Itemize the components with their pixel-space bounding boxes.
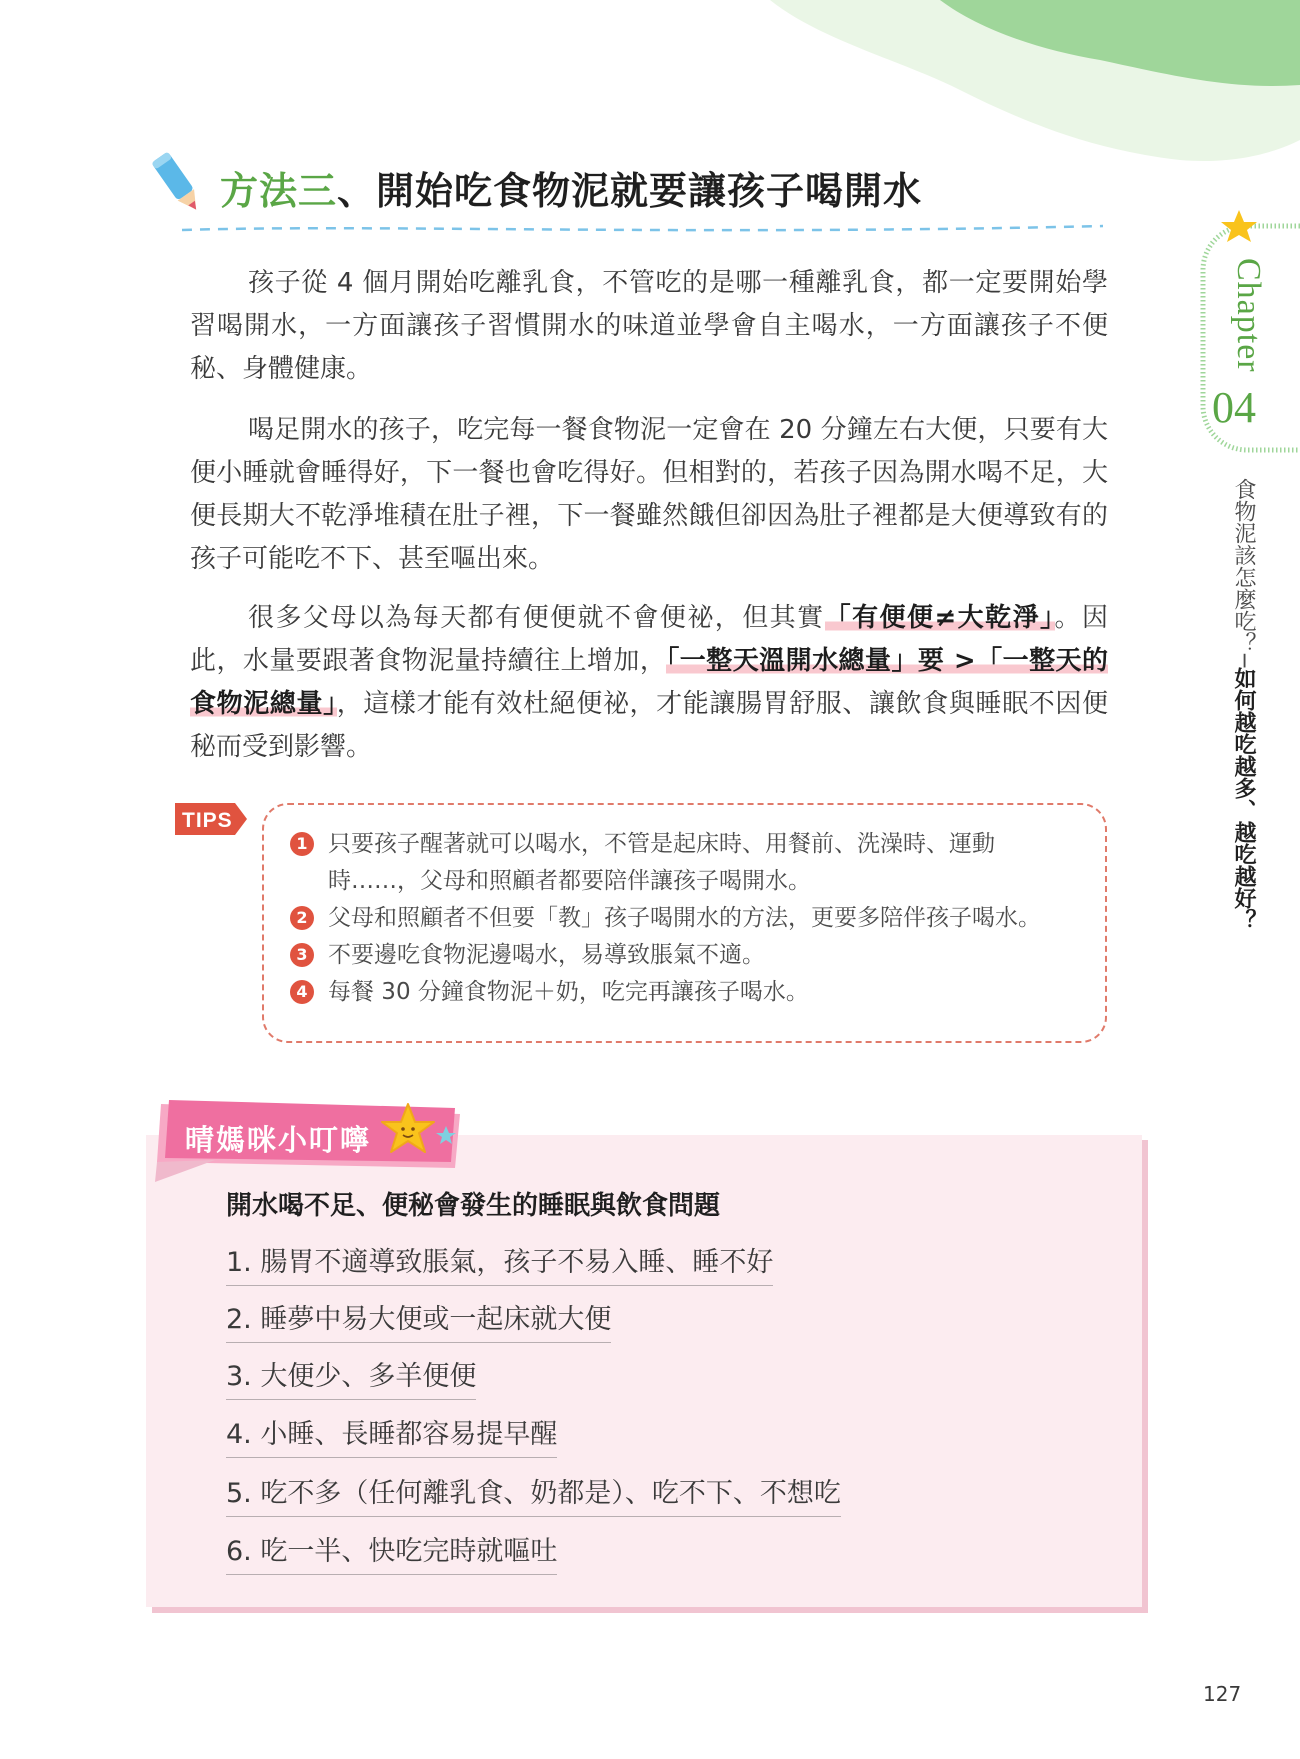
tip-text: 只要孩子醒著就可以喝水，不管是起床時、用餐前、洗澡時、運動 [328,831,995,857]
star-icon [380,1102,460,1166]
chapter-caption [1228,478,1258,931]
tip-text: 父母和照顧者不但要「教」孩子喝開水的方法，更要多陪伴孩子喝水。 [328,905,1041,931]
tip-text: 不要邊吃食物泥邊喝水，易導致脹氣不適。 [328,942,765,968]
reminder-list-item: 2. 睡夢中易大便或一起床就大便 [226,1297,611,1343]
paragraph-3-part-c: 。因此，水量要跟著食物泥量持續往上增加， [190,603,1108,676]
heading-dashed-underline [180,222,1105,234]
reminder-list-item: 6. 吃一半、快吃完時就嘔吐 [226,1529,557,1575]
reminder-list-item: 5. 吃不多（任何離乳食、奶都是）、吃不下、不想吃 [226,1471,841,1517]
chapter-caption-bold: 如何越吃越多、越吃越好？ [1231,667,1256,932]
tip-item [290,900,1041,937]
highlight-bowel: 「有便便≠大乾淨」 [824,603,1055,633]
reminder-title: 開水喝不足、便秘會發生的睡眠與飲食問題 [226,1191,721,1221]
reminder-list-item: 4. 小睡、長睡都容易提早醒 [226,1412,557,1458]
tip-item [290,937,765,974]
tip-number: 3 [290,943,314,967]
pencil-icon [148,148,206,220]
paragraph-3 [190,597,1108,769]
chapter-number: 04 [1212,383,1256,432]
tip-text-continued: 時……，父母和照顧者都要陪伴讓孩子喝開水。 [328,868,811,894]
chapter-label: Chapter [1230,258,1267,373]
tip-number: 2 [290,906,314,930]
reminder-box-shadow [1142,1140,1148,1612]
page-number: 127 [1203,1682,1242,1706]
chapter-caption-plain: 食物泥該怎麼吃？─ [1231,478,1256,668]
tip-number: 1 [290,832,314,856]
paragraph-1: 孩子從 4 個月開始吃離乳食，不管吃的是哪一種離乳食，都一定要開始學習喝開水，一方面讓孩子習慣開水的味道並學會自主喝水，一方面讓孩子不便秘、身體健康。 [190,268,1108,384]
heading-prefix: 方法三 [220,169,338,213]
tip-item [290,826,995,863]
tip-text: 每餐 30 分鐘食物泥＋奶，吃完再讓孩子喝水。 [328,979,809,1005]
reminder-list-item: 3. 大便少、多羊便便 [226,1354,476,1400]
tip-item [290,974,809,1011]
tips-badge-label: TIPS [182,809,233,832]
reminder-box-shadow [152,1607,1148,1613]
section-heading [220,160,922,215]
tip-number: 4 [290,980,314,1004]
reminder-list-item: 1. 腸胃不適導致脹氣，孩子不易入睡、睡不好 [226,1240,773,1286]
highlight-water-total: 「一整天溫開水總量」要 >「一整天的食物泥總量」 [190,646,1108,719]
tips-badge [175,803,247,835]
heading-title: 、開始吃食物泥就要讓孩子喝開水 [337,169,923,213]
paragraph-3-part-a: 很多父母以為每天都有便便就不會便祕，但其實 [248,603,825,633]
paragraph-2: 喝足開水的孩子，吃完每一餐食物泥一定會在 20 分鐘左右大便，只要有大便小睡就會睡得好，下一餐也會吃得好。但相對的，若孩子因為開水喝不足，大便長期大不乾淨堆積在肚子裡，下一餐雖然餓但卻因為肚子裡都是大便導致有的孩子可能吃不下、甚至嘔出來。 [190,415,1108,574]
chapter-star-icon [1221,210,1257,242]
reminder-ribbon-label: 晴媽咪小叮嚀 [185,1123,372,1157]
paragraph-3-part-e: ，這樣才能有效杜絕便祕，才能讓腸胃舒服、讓飲食與睡眠不因便秘而受到影響。 [190,689,1108,762]
